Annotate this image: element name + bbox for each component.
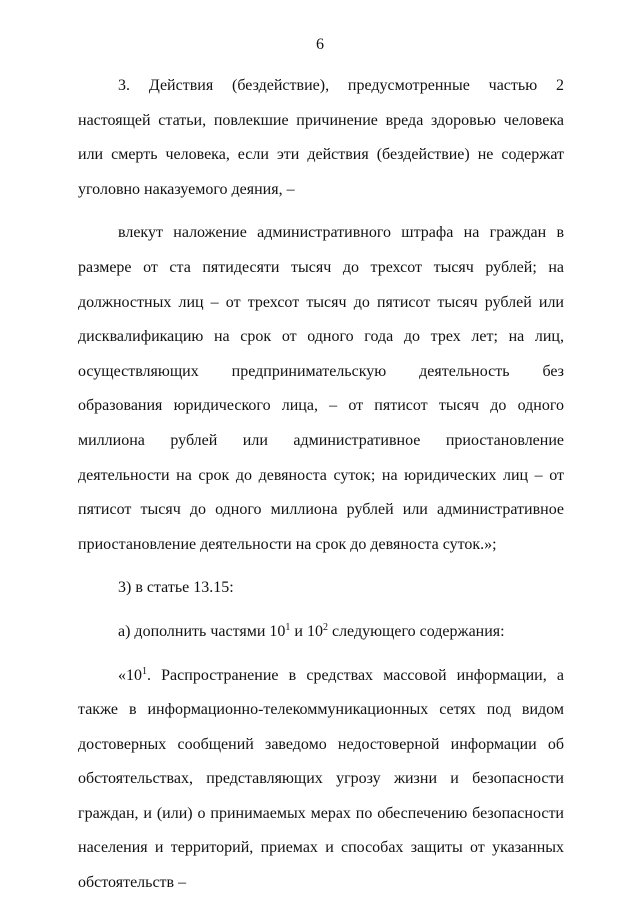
paragraph-article-13-15: 3) в статье 13.15: [118,579,234,597]
paragraph-add-parts [78,615,564,650]
paragraph-part-10-1 [78,659,564,901]
add-parts-text-before: а) дополнить частями 10 [118,622,286,640]
paragraph-part-3: 3. Действия (бездействие), предусмотренные частью 2 настоящей статьи, повлекшие причинение вреда здоровью человека или смерть человека, если эти действия (бездействие) не содержат уголовно наказуемого деяния, – [78,77,564,198]
superscript-2: 2 [322,621,328,633]
add-parts-text-after: следующего содержания: [327,622,505,640]
add-parts-text-middle: и 10 [290,622,323,640]
document-body [78,69,564,901]
superscript-part-10-1: 1 [142,665,147,677]
part-10-1-text-before: «10 [118,666,142,684]
paragraph-penalties: влекут наложение административного штрафа на граждан в размере от ста пятидесяти тысяч до трехсот тысяч рублей; на должностных лиц – от трехсот тысяч до пятисот тысяч рублей или дисквалификацию на срок от одного года до трех лет; на лиц, осуществляющих предпринимательскую деятельность без образования юридического лица, – от пятисот тысяч до одного миллиона рублей или административное приостановление деятельности на срок до девяноста суток; на юридических лиц – от пятисот тысяч до одного миллиона рублей или административное приостановление деятельности на срок до девяноста суток.»; [78,224,564,553]
part-10-1-text-after: . Распространение в средствах массовой информации, а также в информационно-телекоммуникационных сетях под видом достоверных сообщений заведомо недостоверной информации об обстоятельствах, представляющих угрозу жизни и безопасности граждан, и (или) о принимаемых мерах по обеспечению безопасности населения и территорий, приемах и способах защиты от указанных обстоятельств – [78,666,564,892]
page-number: 6 [316,36,324,53]
superscript-1: 1 [285,621,291,633]
